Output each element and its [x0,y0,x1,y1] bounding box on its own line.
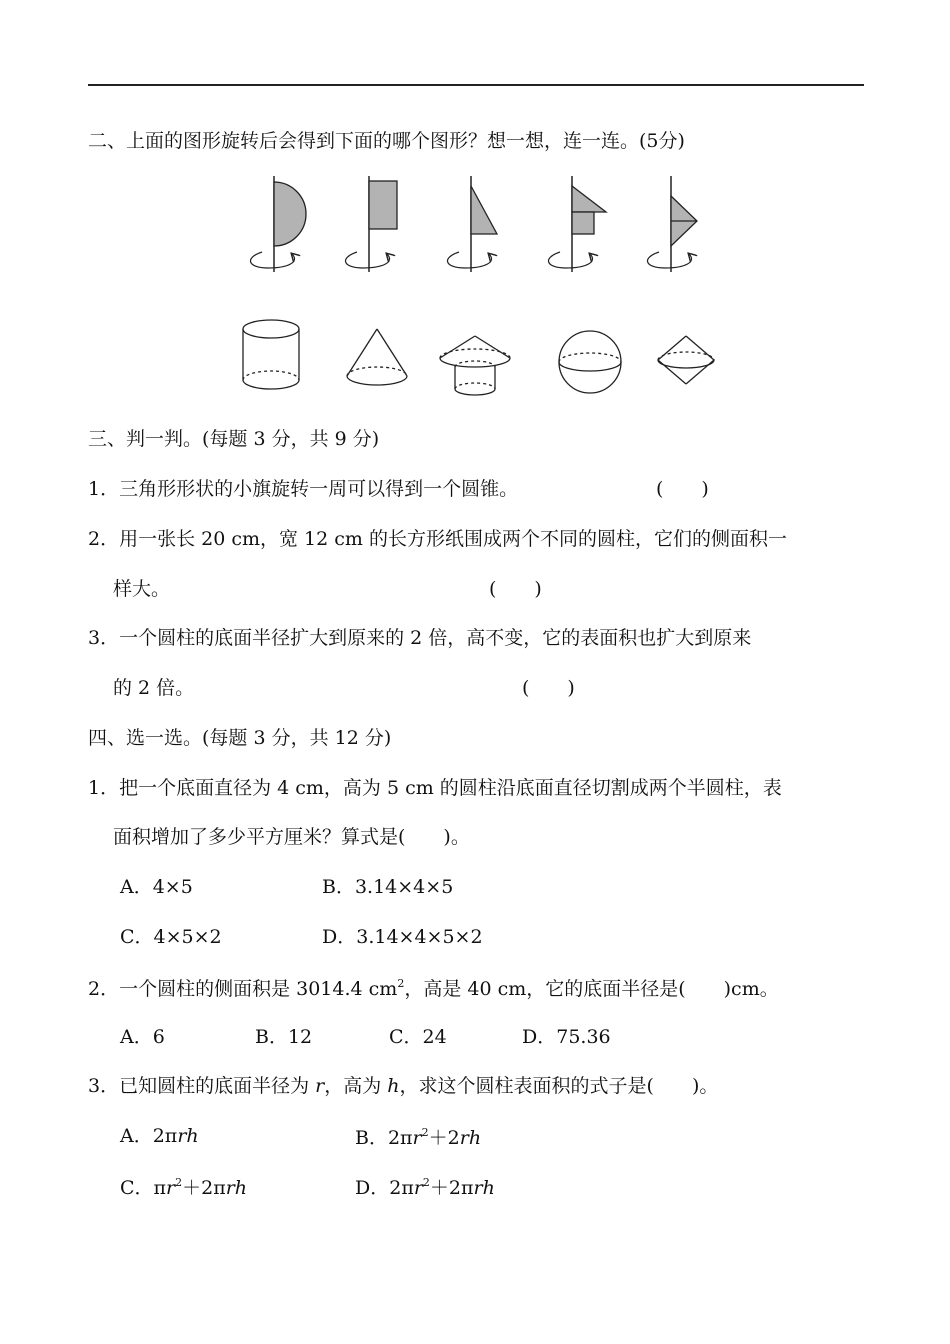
section3-title: 三、判一判。(每题 3 分，共 9 分) [88,428,380,450]
judge-q3-line2: 的 2 倍。 [113,677,195,699]
choice-q1-line2: 面积增加了多少平方厘米？算式是( )。 [113,826,470,848]
choice-q2-option-b[interactable]: B．12 [255,1026,313,1048]
choice-q1-option-b[interactable]: B．3.14×4×5 [322,876,454,898]
judge-q1: 1．三角形形状的小旗旋转一周可以得到一个圆锥。 [88,478,519,500]
choice-q1-option-a[interactable]: A．4×5 [120,876,193,898]
sphere-icon [559,331,621,393]
semicircle-rotation-icon [251,176,306,272]
section4-title: 四、选一选。(每题 3 分，共 12 分) [88,727,392,749]
section2-title: 二、上面的图形旋转后会得到下面的哪个图形？想一想，连一连。(5分) [88,130,685,152]
choice-q3-question: 3．已知圆柱的底面半径为 r，高为 h，求这个圆柱表面积的式子是( )。 [88,1075,719,1097]
choice-q1-option-d[interactable]: D．3.14×4×5×2 [322,926,483,948]
choice-q1-option-c[interactable]: C．4×5×2 [120,926,222,948]
double-triangle-rotation-icon [648,176,697,272]
double-cone-icon [658,336,714,384]
choice-q3-option-b[interactable]: B．$2\pi r^2+2rh$ [355,1126,482,1149]
rotation-figures [0,0,950,420]
judge-q3-line1: 3．一个圆柱的底面半径扩大到原来的 2 倍，高不变，它的表面积也扩大到原来 [88,627,752,649]
cone-icon [347,329,407,385]
judge-q2-answer[interactable]: ( ) [489,578,542,600]
triangle-rotation-icon [448,176,497,272]
choice-q2-option-a[interactable]: A．6 [120,1026,165,1048]
choice-q2-option-c[interactable]: C．24 [389,1026,447,1048]
choice-q3-option-d[interactable]: D．$2\pi r^2+2\pi rh$ [355,1176,495,1199]
judge-q2-line1: 2．用一张长 20 cm，宽 12 cm 的长方形纸围成两个不同的圆柱，它们的侧面积一 [88,528,787,550]
choice-q3-option-a[interactable]: A．2πrh [120,1125,199,1147]
choice-q1-line1: 1．把一个底面直径为 4 cm，高为 5 cm 的圆柱沿底面直径切割成两个半圆柱，表 [88,777,782,799]
composite-rotation-icon [549,176,606,272]
judge-q3-answer[interactable]: ( ) [522,677,575,699]
judge-q2-line2: 样大。 [113,578,171,600]
rectangle-rotation-icon [346,176,397,272]
judge-q1-answer[interactable]: ( ) [656,478,709,500]
cone-cylinder-icon [440,336,510,395]
choice-q3-option-c[interactable]: C．$\pi r^2+2\pi rh$ [120,1176,248,1199]
cylinder-icon [243,320,299,389]
choice-q2-option-d[interactable]: D．75.36 [522,1026,611,1048]
choice-q2-question: 2．一个圆柱的侧面积是 3014.4 $cm^2$，高是 40 cm，它的底面半径是( )cm。 [88,977,779,1000]
